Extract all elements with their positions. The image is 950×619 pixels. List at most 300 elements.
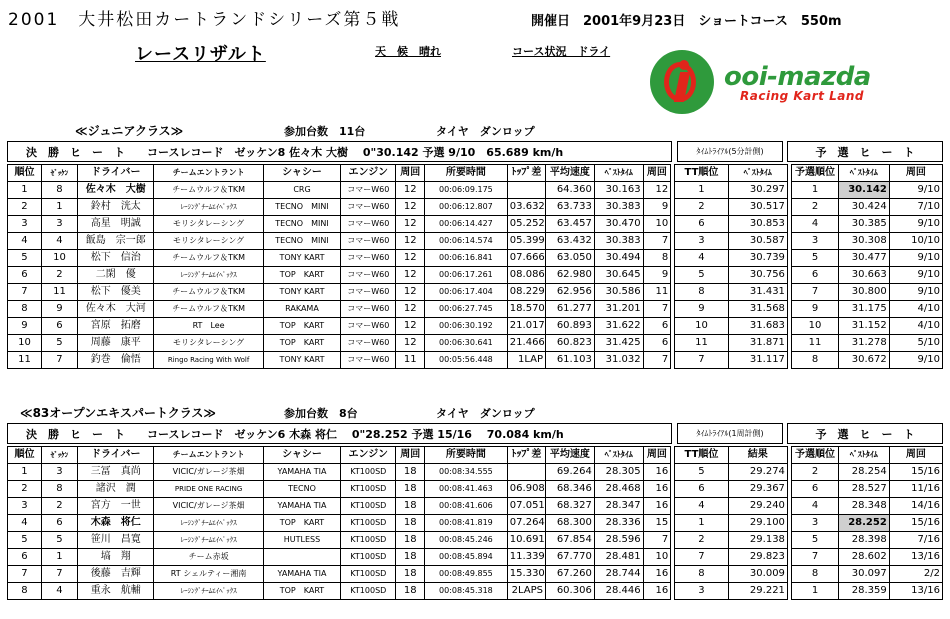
cell-avg-speed: 63.432 bbox=[546, 233, 595, 250]
cell-team: モリシタレーシング bbox=[154, 216, 263, 233]
cell-qual-rank: 5 bbox=[792, 532, 839, 549]
cell-qual-lap: 9/10 bbox=[889, 182, 942, 199]
cell-driver: 塙 翔 bbox=[78, 549, 154, 566]
cell-rank: 8 bbox=[8, 583, 42, 600]
cell-qual-best: 31.278 bbox=[838, 335, 889, 352]
event-info: 開催日 2001年9月23日 ショートコース 550m bbox=[531, 14, 842, 29]
col-header-laps: 周回 bbox=[396, 165, 425, 182]
cell-qual-lap: 7/16 bbox=[889, 532, 942, 549]
cell-laps: 12 bbox=[396, 318, 425, 335]
cell-best-time: 28.468 bbox=[594, 481, 643, 498]
cell-total-time: 00:08:45.246 bbox=[425, 532, 508, 549]
col-header-laps: 周回 bbox=[396, 447, 425, 464]
cell-qual-lap: 13/16 bbox=[889, 583, 942, 600]
cell-tt-rank: 7 bbox=[675, 549, 728, 566]
open83-class-title: ≪83オープンエキスパートクラス≫ bbox=[20, 406, 216, 420]
cell-chassis: TONY KART bbox=[263, 284, 340, 301]
cell-team: ﾚｰｼﾝｸﾞﾁｰﾑｴｲﾍﾟｯｸｽ bbox=[154, 532, 263, 549]
cell-avg-speed: 61.277 bbox=[546, 301, 595, 318]
table-row bbox=[8, 549, 943, 566]
cell-number: 8 bbox=[41, 182, 77, 199]
cell-engine: KT100SD bbox=[341, 464, 396, 481]
cell-rank: 7 bbox=[8, 566, 42, 583]
col-header-avg-speed: 平均速度 bbox=[546, 447, 595, 464]
cell-total-time: 00:08:41.819 bbox=[425, 515, 508, 532]
col-header-best-lap: 周回 bbox=[643, 165, 671, 182]
cell-avg-speed: 68.300 bbox=[546, 515, 595, 532]
cell-total-time: 00:05:56.448 bbox=[425, 352, 508, 369]
cell-gap: 07.666 bbox=[507, 250, 545, 267]
cell-team: RT Lee bbox=[154, 318, 263, 335]
table-row bbox=[8, 233, 943, 250]
col-header-qual-rank: 予選順位 bbox=[792, 447, 839, 464]
cell-tt-rank: 7 bbox=[675, 352, 728, 369]
cell-total-time: 00:06:27.745 bbox=[425, 301, 508, 318]
cell-gap: 11.339 bbox=[507, 549, 545, 566]
cell-gap bbox=[507, 464, 545, 481]
cell-gap: 21.017 bbox=[507, 318, 545, 335]
cell-qual-lap: 10/10 bbox=[889, 233, 942, 250]
cell-best-lap: 10 bbox=[643, 216, 671, 233]
cell-qual-lap: 9/10 bbox=[889, 284, 942, 301]
cell-laps: 12 bbox=[396, 284, 425, 301]
junior-entry-count: 参加台数 11台 bbox=[284, 125, 366, 138]
cell-best-time: 28.347 bbox=[594, 498, 643, 515]
cell-avg-speed: 62.980 bbox=[546, 267, 595, 284]
cell-engine: コマーW60 bbox=[341, 301, 396, 318]
cell-engine: KT100SD bbox=[341, 498, 396, 515]
cell-chassis: RAKAMA bbox=[263, 301, 340, 318]
cell-qual-best: 30.385 bbox=[838, 216, 889, 233]
cell-qual-rank: 6 bbox=[792, 481, 839, 498]
col-header-qual-best: ﾍﾞｽﾄﾀｲﾑ bbox=[838, 447, 889, 464]
open83-qual-header: 予 選 ヒ ー ト bbox=[787, 423, 943, 444]
cell-qual-best: 30.672 bbox=[838, 352, 889, 369]
table-row bbox=[8, 464, 943, 481]
cell-total-time: 00:06:30.641 bbox=[425, 335, 508, 352]
cell-best-time: 28.481 bbox=[594, 549, 643, 566]
cell-avg-speed: 63.457 bbox=[546, 216, 595, 233]
cell-driver: 松下 信治 bbox=[78, 250, 154, 267]
cell-engine: KT100SD bbox=[341, 481, 396, 498]
cell-driver: 木森 将仁 bbox=[78, 515, 154, 532]
cell-driver: 釣巻 倫悟 bbox=[78, 352, 154, 369]
junior-qual-header: 予 選 ヒ ー ト bbox=[787, 141, 943, 162]
cell-driver: 宮方 一世 bbox=[78, 498, 154, 515]
cell-gap: 08.086 bbox=[507, 267, 545, 284]
cell-number: 10 bbox=[41, 250, 77, 267]
cell-tt-rank: 3 bbox=[675, 583, 728, 600]
cell-qual-best: 30.308 bbox=[838, 233, 889, 250]
cell-engine: コマーW60 bbox=[341, 182, 396, 199]
cell-driver: 佐々木 大河 bbox=[78, 301, 154, 318]
table-row bbox=[8, 583, 943, 600]
cell-qual-lap: 15/16 bbox=[889, 464, 942, 481]
col-header-total-time: 所要時間 bbox=[425, 447, 508, 464]
cell-qual-rank: 6 bbox=[792, 267, 839, 284]
cell-total-time: 00:06:14.427 bbox=[425, 216, 508, 233]
cell-best-lap: 16 bbox=[643, 498, 671, 515]
cell-rank: 6 bbox=[8, 549, 42, 566]
cell-qual-rank: 10 bbox=[792, 318, 839, 335]
cell-tt-time: 30.009 bbox=[728, 566, 787, 583]
table-row bbox=[8, 318, 943, 335]
cell-chassis: TECNO MINI bbox=[263, 233, 340, 250]
cell-qual-best: 31.152 bbox=[838, 318, 889, 335]
cell-team: チームウルフ＆TKM bbox=[154, 182, 263, 199]
cell-driver: 宮原 拓磨 bbox=[78, 318, 154, 335]
cell-tt-time: 29.240 bbox=[728, 498, 787, 515]
cell-tt-rank: 10 bbox=[675, 318, 728, 335]
cell-laps: 12 bbox=[396, 199, 425, 216]
cell-tt-rank: 4 bbox=[675, 498, 728, 515]
cell-rank: 9 bbox=[8, 318, 42, 335]
cell-avg-speed: 62.956 bbox=[546, 284, 595, 301]
cell-team: VICIC/ガレージ茶畑 bbox=[154, 498, 263, 515]
cell-tt-rank: 3 bbox=[675, 233, 728, 250]
cell-driver: 高星 明誠 bbox=[78, 216, 154, 233]
table-row bbox=[8, 216, 943, 233]
cell-qual-rank: 7 bbox=[792, 549, 839, 566]
col-header-tt-time: ﾍﾞｽﾄﾀｲﾑ bbox=[728, 165, 787, 182]
cell-qual-best: 30.800 bbox=[838, 284, 889, 301]
cell-team: チーム赤坂 bbox=[154, 549, 263, 566]
cell-driver: 諸沢 潤 bbox=[78, 481, 154, 498]
cell-engine: コマーW60 bbox=[341, 352, 396, 369]
cell-best-lap: 9 bbox=[643, 199, 671, 216]
cell-engine: コマーW60 bbox=[341, 216, 396, 233]
cell-chassis: HUTLESS bbox=[263, 532, 340, 549]
col-header-avg-speed: 平均速度 bbox=[546, 165, 595, 182]
cell-driver: 後藤 吉輝 bbox=[78, 566, 154, 583]
cell-avg-speed: 63.050 bbox=[546, 250, 595, 267]
cell-qual-rank: 3 bbox=[792, 233, 839, 250]
cell-driver: 佐々木 大樹 bbox=[78, 182, 154, 199]
cell-qual-rank: 2 bbox=[792, 199, 839, 216]
cell-gap bbox=[507, 182, 545, 199]
cell-rank: 5 bbox=[8, 532, 42, 549]
cell-gap: 05.399 bbox=[507, 233, 545, 250]
cell-tt-rank: 1 bbox=[675, 182, 728, 199]
table-row bbox=[8, 284, 943, 301]
cell-laps: 18 bbox=[396, 549, 425, 566]
cell-gap: 2LAPS bbox=[507, 583, 545, 600]
cell-driver: 三冨 真尚 bbox=[78, 464, 154, 481]
cell-qual-rank: 2 bbox=[792, 464, 839, 481]
cell-best-time: 30.586 bbox=[594, 284, 643, 301]
table-row bbox=[8, 335, 943, 352]
cell-chassis: CRG bbox=[263, 182, 340, 199]
junior-header-row bbox=[8, 165, 943, 182]
table-row bbox=[8, 250, 943, 267]
cell-tt-rank: 8 bbox=[675, 566, 728, 583]
cell-qual-best: 30.663 bbox=[838, 267, 889, 284]
cell-team: ﾚｰｼﾝｸﾞﾁｰﾑｴｲﾍﾟｯｸｽ bbox=[154, 515, 263, 532]
col-header-chassis: シャシー bbox=[263, 447, 340, 464]
col-header-driver: ドライバー bbox=[78, 447, 154, 464]
cell-best-lap: 6 bbox=[643, 335, 671, 352]
cell-laps: 11 bbox=[396, 352, 425, 369]
cell-tt-time: 29.823 bbox=[728, 549, 787, 566]
col-header-number: ｾﾞｯｹﾝ bbox=[41, 165, 77, 182]
cell-laps: 12 bbox=[396, 182, 425, 199]
cell-team: RT シェルティー湘南 bbox=[154, 566, 263, 583]
cell-qual-best: 28.252 bbox=[838, 515, 889, 532]
cell-qual-lap: 9/10 bbox=[889, 250, 942, 267]
cell-best-time: 28.446 bbox=[594, 583, 643, 600]
cell-qual-best: 31.175 bbox=[838, 301, 889, 318]
cell-best-time: 30.494 bbox=[594, 250, 643, 267]
junior-tt-header: ﾀｲﾑﾄﾗｲｱﾙ(5分計側) bbox=[677, 141, 783, 162]
cell-best-time: 28.596 bbox=[594, 532, 643, 549]
cell-tt-rank: 1 bbox=[675, 515, 728, 532]
cell-best-time: 31.425 bbox=[594, 335, 643, 352]
col-header-team: チームエントラント bbox=[154, 165, 263, 182]
cell-team: チームウルフ＆TKM bbox=[154, 284, 263, 301]
cell-total-time: 00:06:14.574 bbox=[425, 233, 508, 250]
cell-qual-lap: 5/10 bbox=[889, 335, 942, 352]
col-header-total-time: 所要時間 bbox=[425, 165, 508, 182]
cell-rank: 4 bbox=[8, 233, 42, 250]
cell-total-time: 00:06:17.261 bbox=[425, 267, 508, 284]
cell-laps: 12 bbox=[396, 335, 425, 352]
cell-qual-lap: 11/16 bbox=[889, 481, 942, 498]
cell-driver: 松下 優美 bbox=[78, 284, 154, 301]
cell-team: ﾚｰｼﾝｸﾞﾁｰﾑｴｲﾍﾟｯｸｽ bbox=[154, 583, 263, 600]
cell-tt-time: 29.138 bbox=[728, 532, 787, 549]
cell-qual-lap: 13/16 bbox=[889, 549, 942, 566]
cell-chassis: TONY KART bbox=[263, 352, 340, 369]
cell-best-time: 30.470 bbox=[594, 216, 643, 233]
cell-engine: コマーW60 bbox=[341, 250, 396, 267]
cell-best-time: 30.383 bbox=[594, 199, 643, 216]
cell-qual-best: 28.359 bbox=[838, 583, 889, 600]
col-header-gap: ﾄｯﾌﾟ差 bbox=[507, 165, 545, 182]
cell-number: 6 bbox=[41, 318, 77, 335]
cell-rank: 5 bbox=[8, 250, 42, 267]
cell-number: 3 bbox=[41, 464, 77, 481]
cell-best-lap: 7 bbox=[643, 233, 671, 250]
col-header-tt-rank: TT順位 bbox=[675, 165, 728, 182]
table-row bbox=[8, 532, 943, 549]
cell-total-time: 00:06:30.192 bbox=[425, 318, 508, 335]
cell-chassis: TOP KART bbox=[263, 335, 340, 352]
cell-best-time: 31.032 bbox=[594, 352, 643, 369]
cell-qual-best: 30.142 bbox=[838, 182, 889, 199]
cell-qual-lap: 4/10 bbox=[889, 318, 942, 335]
cell-engine: KT100SD bbox=[341, 549, 396, 566]
cell-chassis: TOP KART bbox=[263, 267, 340, 284]
cell-number: 1 bbox=[41, 199, 77, 216]
cell-qual-rank: 11 bbox=[792, 335, 839, 352]
cell-tt-rank: 5 bbox=[675, 464, 728, 481]
page-title: 2001 大井松田カートランドシリーズ第５戦 bbox=[8, 10, 401, 30]
cell-team: モリシタレーシング bbox=[154, 335, 263, 352]
cell-tt-time: 29.367 bbox=[728, 481, 787, 498]
cell-rank: 10 bbox=[8, 335, 42, 352]
cell-qual-rank: 4 bbox=[792, 498, 839, 515]
cell-qual-rank: 8 bbox=[792, 352, 839, 369]
cell-engine: コマーW60 bbox=[341, 199, 396, 216]
cell-engine: KT100SD bbox=[341, 583, 396, 600]
cell-total-time: 00:08:45.894 bbox=[425, 549, 508, 566]
cell-laps: 12 bbox=[396, 233, 425, 250]
logo-mark-icon bbox=[650, 50, 714, 114]
cell-chassis: TECNO bbox=[263, 481, 340, 498]
cell-team: VICIC/ガレージ茶畑 bbox=[154, 464, 263, 481]
cell-team: ﾚｰｼﾝｸﾞﾁｰﾑｴｲﾍﾟｯｸｽ bbox=[154, 199, 263, 216]
cell-total-time: 00:08:41.463 bbox=[425, 481, 508, 498]
cell-avg-speed: 60.306 bbox=[546, 583, 595, 600]
cell-laps: 18 bbox=[396, 481, 425, 498]
table-row bbox=[8, 566, 943, 583]
cell-best-lap: 16 bbox=[643, 583, 671, 600]
cell-best-lap: 7 bbox=[643, 352, 671, 369]
cell-tt-time: 31.568 bbox=[728, 301, 787, 318]
cell-total-time: 00:08:34.555 bbox=[425, 464, 508, 481]
cell-avg-speed: 69.264 bbox=[546, 464, 595, 481]
cell-total-time: 00:06:17.404 bbox=[425, 284, 508, 301]
cell-gap: 21.466 bbox=[507, 335, 545, 352]
cell-best-lap: 6 bbox=[643, 318, 671, 335]
col-header-driver: ドライバー bbox=[78, 165, 154, 182]
cell-gap: 03.632 bbox=[507, 199, 545, 216]
junior-results-table bbox=[7, 164, 943, 369]
cell-driver: 重永 航輔 bbox=[78, 583, 154, 600]
cell-laps: 18 bbox=[396, 498, 425, 515]
cell-driver: 飯島 宗一郎 bbox=[78, 233, 154, 250]
col-header-qual-best: ﾍﾞｽﾄﾀｲﾑ bbox=[838, 165, 889, 182]
cell-total-time: 00:06:09.175 bbox=[425, 182, 508, 199]
cell-driver: 鈴村 洸太 bbox=[78, 199, 154, 216]
cell-best-time: 30.383 bbox=[594, 233, 643, 250]
cell-engine: コマーW60 bbox=[341, 318, 396, 335]
cell-qual-rank: 3 bbox=[792, 515, 839, 532]
cell-best-lap: 10 bbox=[643, 549, 671, 566]
cell-best-lap: 7 bbox=[643, 301, 671, 318]
cell-avg-speed: 64.360 bbox=[546, 182, 595, 199]
cell-laps: 18 bbox=[396, 532, 425, 549]
cell-best-time: 28.336 bbox=[594, 515, 643, 532]
table-row bbox=[8, 199, 943, 216]
cell-tt-time: 29.274 bbox=[728, 464, 787, 481]
col-header-engine: エンジン bbox=[341, 447, 396, 464]
cell-qual-best: 30.097 bbox=[838, 566, 889, 583]
cell-tt-time: 30.739 bbox=[728, 250, 787, 267]
cell-qual-lap: 14/16 bbox=[889, 498, 942, 515]
cell-tt-rank: 5 bbox=[675, 267, 728, 284]
cell-rank: 7 bbox=[8, 284, 42, 301]
cell-total-time: 00:08:49.855 bbox=[425, 566, 508, 583]
cell-total-time: 00:06:12.807 bbox=[425, 199, 508, 216]
table-row bbox=[8, 267, 943, 284]
cell-laps: 12 bbox=[396, 267, 425, 284]
cell-driver: 笹川 昌寛 bbox=[78, 532, 154, 549]
cell-laps: 18 bbox=[396, 583, 425, 600]
cell-tt-time: 29.100 bbox=[728, 515, 787, 532]
cell-number: 6 bbox=[41, 515, 77, 532]
cell-number: 5 bbox=[41, 335, 77, 352]
cell-number: 2 bbox=[41, 267, 77, 284]
cell-tt-rank: 8 bbox=[675, 284, 728, 301]
col-header-rank: 順位 bbox=[8, 165, 42, 182]
col-header-number: ｾﾞｯｹﾝ bbox=[41, 447, 77, 464]
cell-qual-lap: 9/10 bbox=[889, 216, 942, 233]
cell-best-lap: 15 bbox=[643, 515, 671, 532]
junior-class-title: ≪ジュニアクラス≫ bbox=[75, 124, 184, 138]
cell-chassis bbox=[263, 549, 340, 566]
cell-best-lap: 8 bbox=[643, 250, 671, 267]
cell-chassis: YAMAHA TIA bbox=[263, 566, 340, 583]
cell-laps: 18 bbox=[396, 464, 425, 481]
cell-engine: コマーW60 bbox=[341, 233, 396, 250]
cell-gap: 06.908 bbox=[507, 481, 545, 498]
open83-results-table bbox=[7, 446, 943, 600]
cell-rank: 8 bbox=[8, 301, 42, 318]
cell-best-time: 30.645 bbox=[594, 267, 643, 284]
cell-driver: 二閑 優 bbox=[78, 267, 154, 284]
cell-driver: 周藤 康平 bbox=[78, 335, 154, 352]
cell-qual-rank: 8 bbox=[792, 566, 839, 583]
cell-total-time: 00:08:45.318 bbox=[425, 583, 508, 600]
cell-rank: 2 bbox=[8, 481, 42, 498]
junior-final-header: 決 勝 ヒ ー ト コースレコード ゼッケン8 佐々木 大樹 0"30.142 予選 9/10 65.689 km/h bbox=[7, 141, 672, 162]
cell-tt-time: 30.297 bbox=[728, 182, 787, 199]
cell-best-time: 28.744 bbox=[594, 566, 643, 583]
cell-team: チームウルフ＆TKM bbox=[154, 250, 263, 267]
cell-laps: 12 bbox=[396, 301, 425, 318]
col-header-tt-rank: TT順位 bbox=[675, 447, 728, 464]
cell-team: PRIDE ONE RACING bbox=[154, 481, 263, 498]
col-header-best-time: ﾍﾞｽﾄﾀｲﾑ bbox=[594, 447, 643, 464]
cell-tt-rank: 11 bbox=[675, 335, 728, 352]
cell-engine: コマーW60 bbox=[341, 267, 396, 284]
cell-team: チームウルフ＆TKM bbox=[154, 301, 263, 318]
cell-gap: 07.264 bbox=[507, 515, 545, 532]
cell-qual-rank: 1 bbox=[792, 583, 839, 600]
cell-qual-lap: 15/16 bbox=[889, 515, 942, 532]
open83-tt-header: ﾀｲﾑﾄﾗｲｱﾙ(1周計側) bbox=[677, 423, 783, 444]
cell-gap: 18.570 bbox=[507, 301, 545, 318]
cell-qual-rank: 5 bbox=[792, 250, 839, 267]
cell-tt-rank: 6 bbox=[675, 216, 728, 233]
cell-laps: 18 bbox=[396, 515, 425, 532]
cell-avg-speed: 68.346 bbox=[546, 481, 595, 498]
cell-qual-best: 28.254 bbox=[838, 464, 889, 481]
cell-rank: 3 bbox=[8, 216, 42, 233]
cell-qual-rank: 1 bbox=[792, 182, 839, 199]
col-header-best-lap: 周回 bbox=[643, 447, 671, 464]
cell-number: 8 bbox=[41, 481, 77, 498]
cell-number: 7 bbox=[41, 352, 77, 369]
cell-gap: 07.051 bbox=[507, 498, 545, 515]
cell-rank: 1 bbox=[8, 464, 42, 481]
cell-best-lap: 9 bbox=[643, 267, 671, 284]
cell-tt-rank: 2 bbox=[675, 199, 728, 216]
cell-gap: 1LAP bbox=[507, 352, 545, 369]
cell-tt-time: 31.117 bbox=[728, 352, 787, 369]
cell-number: 2 bbox=[41, 498, 77, 515]
cell-chassis: TOP KART bbox=[263, 318, 340, 335]
course-condition: コース状況 ドライ bbox=[512, 45, 611, 58]
cell-qual-lap: 9/10 bbox=[889, 267, 942, 284]
cell-qual-best: 28.348 bbox=[838, 498, 889, 515]
cell-rank: 1 bbox=[8, 182, 42, 199]
cell-best-lap: 7 bbox=[643, 532, 671, 549]
cell-number: 11 bbox=[41, 284, 77, 301]
cell-chassis: TECNO MINI bbox=[263, 216, 340, 233]
col-header-chassis: シャシー bbox=[263, 165, 340, 182]
